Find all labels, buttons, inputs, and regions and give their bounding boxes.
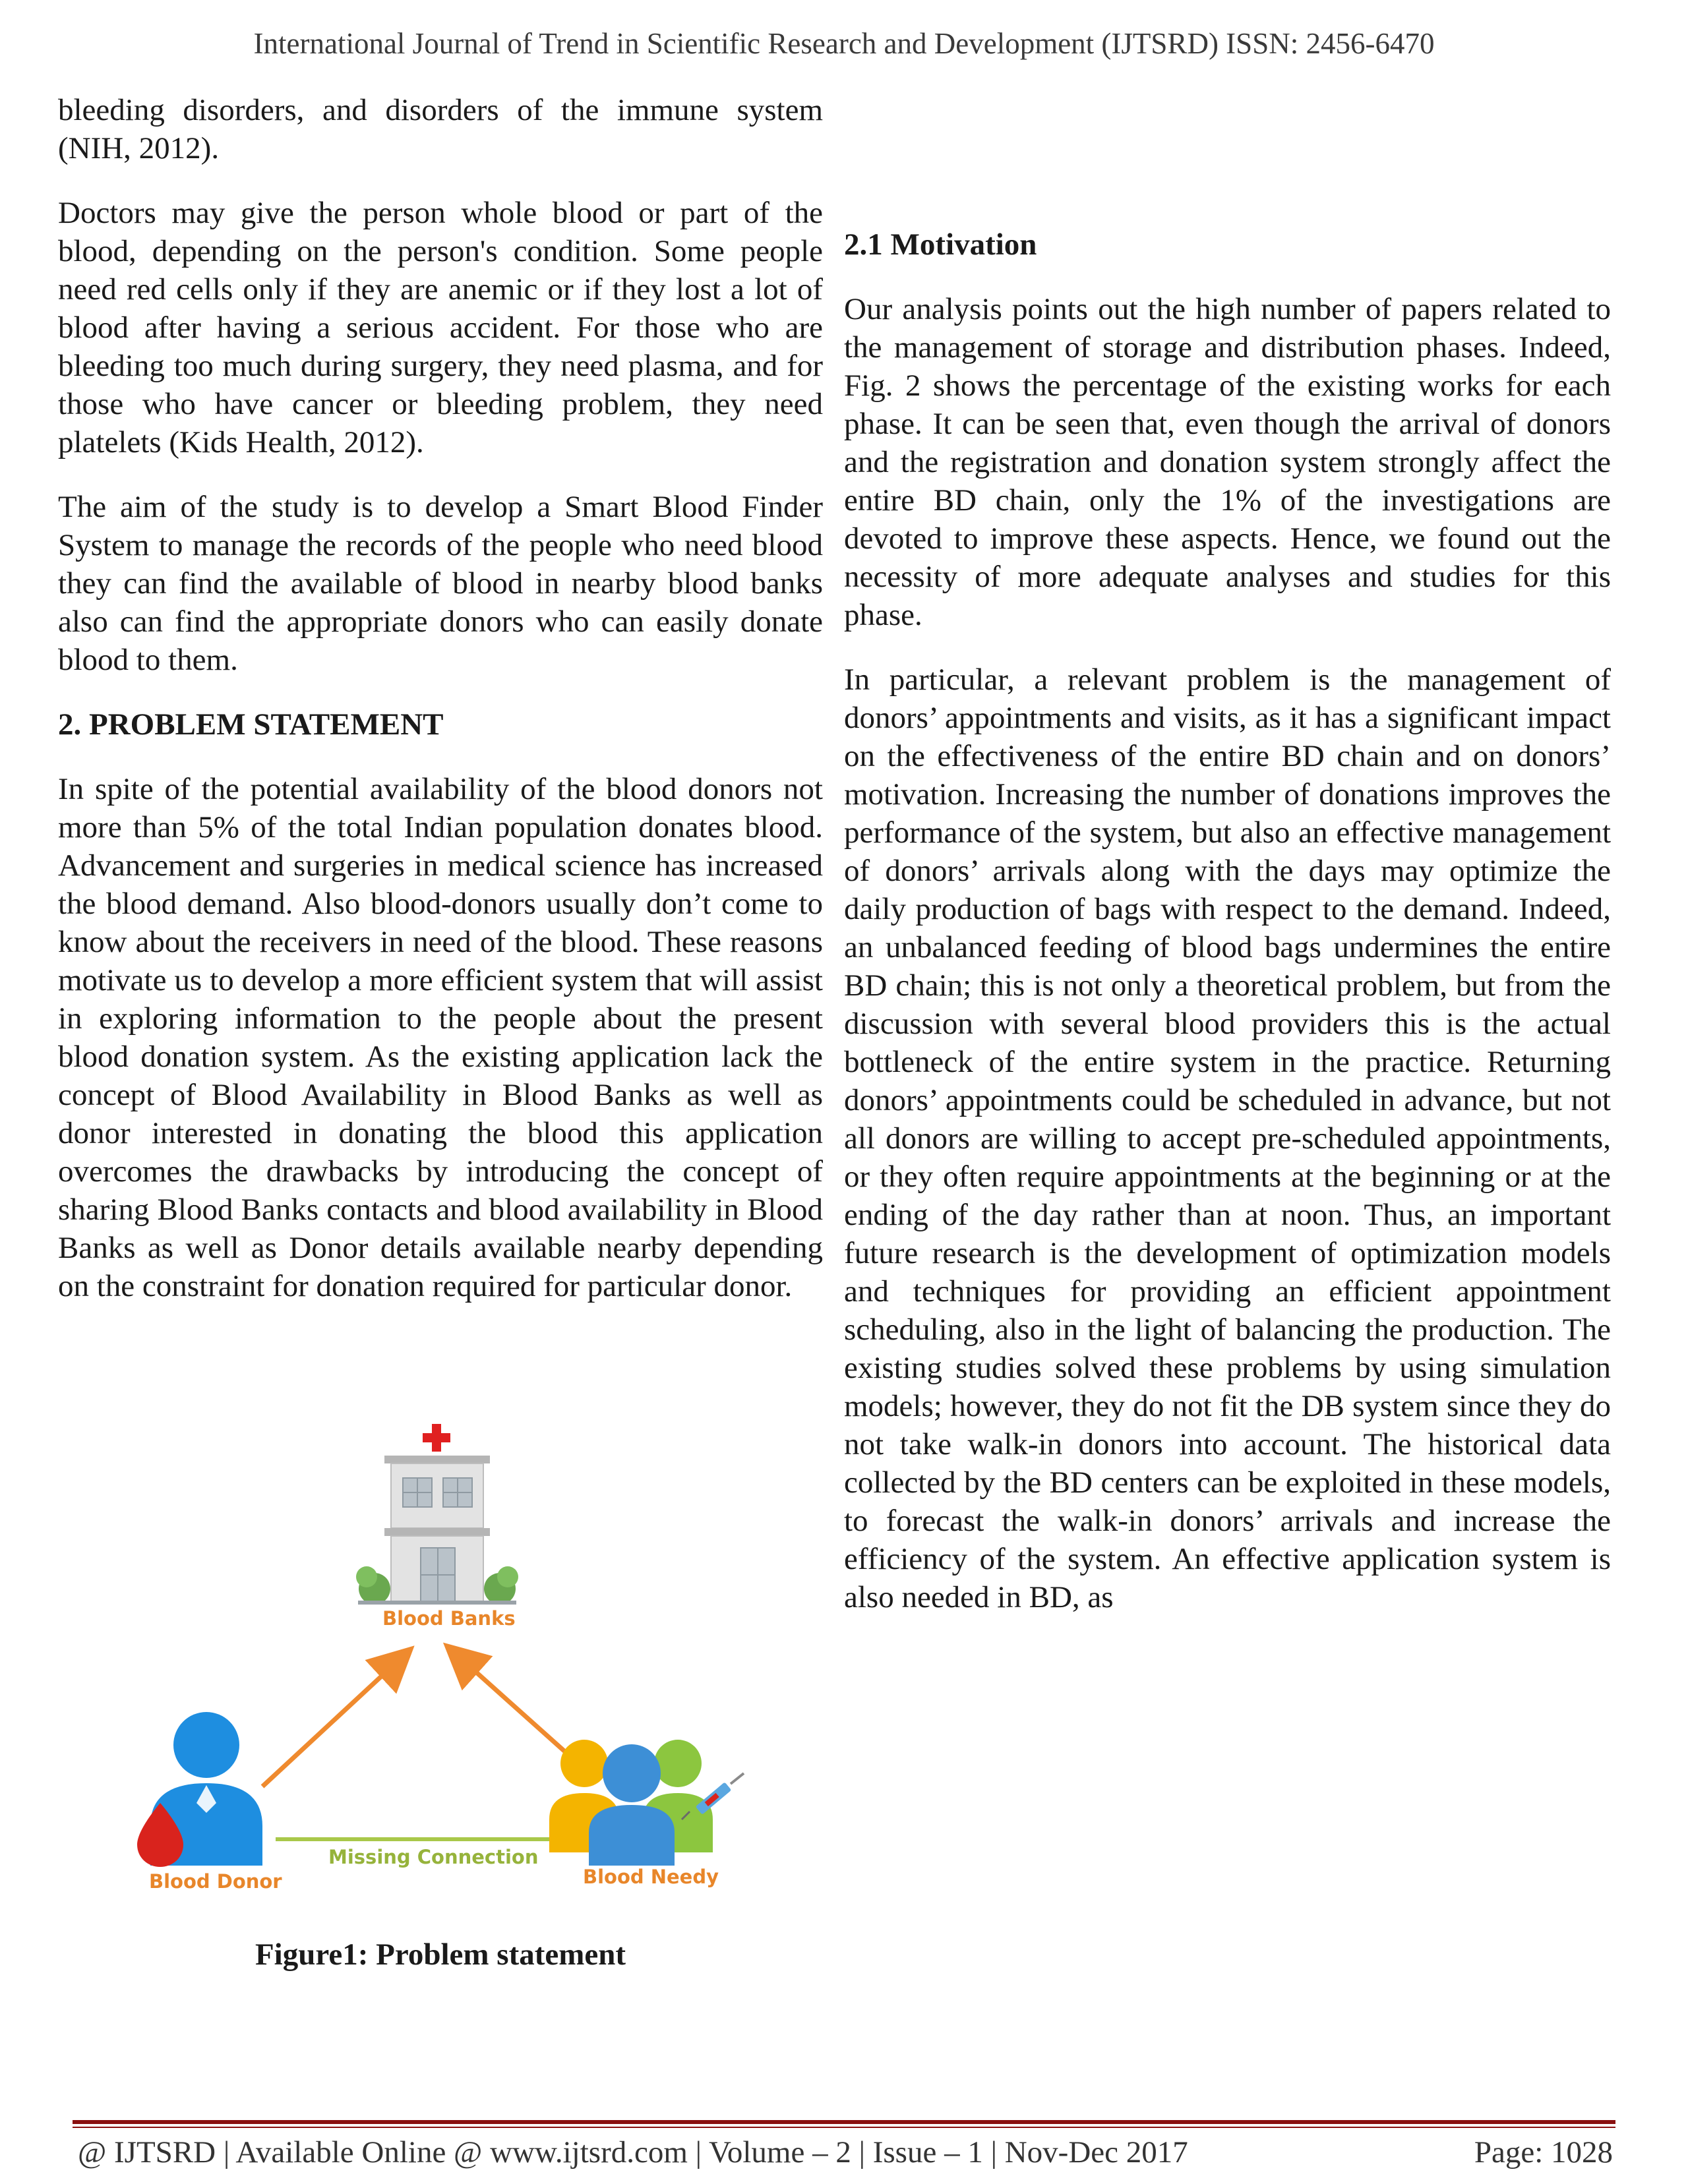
footer-rule (73, 2120, 1615, 2124)
label-blood-donor: Blood Donor (149, 1870, 282, 1893)
problem-statement-figure (58, 1404, 823, 1978)
paragraph: Our analysis points out the high number of papers related to the management of storage and distribution phases. Indeed, Fig. 2 shows the percentage of the existing works for each phase. It can be seen that, even though the arrival of donors and the registration and donation system strongly affect the entire BD chain, only the 1% of the investigations are devoted to improve these aspects. Hence, we found out the necessity of more adequate analyses and studies for this phase. (844, 292, 1611, 632)
hospital-icon (356, 1424, 518, 1605)
label-blood-needy: Blood Needy (583, 1866, 719, 1888)
footer-rule (73, 2127, 1615, 2128)
blood-needy-icon (549, 1740, 713, 1866)
paragraph: In particular, a relevant problem is the management of donors’ appointments and visits, as it has a significant impact on the effectiveness of the entire BD chain and on donors’ motivation. Increasing the number of donations improves the performance of the system, but also an effective management of donors’ arrivals along with the days may optimize the daily production of bags with respect to the demand. Indeed, an unbalanced feeding of blood bags undermines the entire BD chain; this is not only a theoretical problem, but from the discussion with several blood providers this is the actual bottleneck of the entire system in the practice. Returning donors’ appointments could be scheduled in advance, but not all donors are willing to accept pre-scheduled appointments, or they often require appointments at the beginning or at the ending of the day rather than at noon. Thus, an important future research is the development of optimization models and techniques for providing an efficient appointment scheduling, also in the light of balancing the production. The existing studies solved these problems by using simulation models; however, they do not fit the DB system since they do not take walk-in donors into account. The historical data collected by the BD centers can be exploited in these models, to forecast the walk-in donors’ arrivals and increase the efficiency of the system. An effective application system is also needed in BD, as (844, 663, 1611, 1614)
running-header: International Journal of Trend in Scientific Research and Development (IJTSRD) ISSN: 2456-6470 (253, 27, 1435, 60)
section-heading: 2. PROBLEM STATEMENT (58, 707, 444, 742)
paragraph: In spite of the potential availability of the blood donors not more than 5% of the total Indian population donates blood. Advancement and surgeries in medical science has increased the blood demand. Also blood-donors usually don’t come to know about the receivers in need of the blood. These reasons motivate us to develop a more efficient system that will assist in exploring information to the people about the present blood donation system. As the existing application lack the concept of Blood Availability in Blood Banks as well as donor interested in donating the blood this application overcomes the drawbacks by introducing the concept of sharing Blood Banks contacts and blood availability in Blood Banks as well as Donor details available nearby depending on the constraint for donation required for particular donor. (58, 772, 823, 1303)
paragraph: Doctors may give the person whole blood or part of the blood, depending on the person's condition. Some people need red cells only if they are anemic or if they lost a lot of blood after having a serious accident. For those who are bleeding too much during surgery, they need plasma, and for those who have cancer or bleeding problem, they need platelets (Kids Health, 2012). (58, 196, 823, 459)
label-blood-banks: Blood Banks (382, 1607, 516, 1630)
left-column (58, 91, 823, 1332)
footer-info: @ IJTSRD | Available Online @ www.ijtsrd.com | Volume – 2 | Issue – 1 | Nov-Dec 2017 (78, 2135, 1188, 2169)
donor-to-bank-arrow (262, 1661, 398, 1786)
page-number: Page: 1028 (1474, 2135, 1613, 2169)
right-column (844, 91, 1611, 1643)
paragraph: bleeding disorders, and disorders of the immune system (NIH, 2012). (58, 93, 823, 165)
subsection-heading: 2.1 Motivation (844, 227, 1037, 262)
figure-caption: Figure1: Problem statement (255, 1937, 626, 1972)
paragraph: The aim of the study is to develop a Smart Blood Finder System to manage the records of the people who need blood they can find the available of blood in nearby blood banks also can find the appropriate donors who can easily donate blood to them. (58, 490, 823, 677)
label-missing-connection: Missing Connection (328, 1846, 539, 1868)
page-footer (78, 2135, 1613, 2170)
